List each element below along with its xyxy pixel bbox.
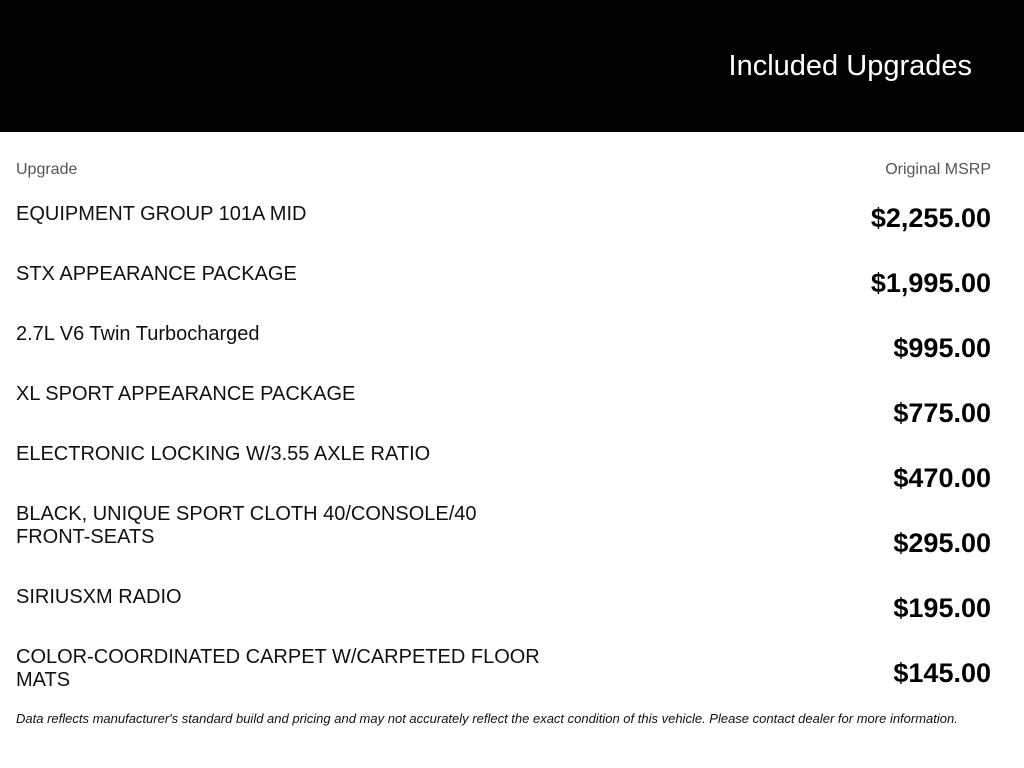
upgrade-price: $995.00: [893, 333, 991, 363]
upgrade-name: 2.7L V6 Twin Turbocharged: [16, 323, 260, 345]
upgrade-name: BLACK, UNIQUE SPORT CLOTH 40/CONSOLE/40 FRONT-SEATS: [16, 503, 477, 548]
upgrade-price: $470.00: [893, 463, 991, 493]
disclaimer-text: Data reflects manufacturer's standard build and pricing and may not accurately reflect the exact condition of this vehicle. Please contact dealer for more information.: [16, 711, 958, 726]
upgrade-price: $1,995.00: [870, 268, 991, 298]
page-title: Included Upgrades: [728, 50, 972, 82]
upgrade-name: COLOR-COORDINATED CARPET W/CARPETED FLOOR MATS: [16, 646, 540, 691]
upgrade-name: XL SPORT APPEARANCE PACKAGE: [16, 383, 356, 405]
upgrade-name: EQUIPMENT GROUP 101A MID: [16, 203, 307, 225]
header-banner: [0, 0, 1024, 132]
upgrade-name: STX APPEARANCE PACKAGE: [16, 263, 297, 285]
upgrade-name: ELECTRONIC LOCKING W/3.55 AXLE RATIO: [16, 443, 431, 465]
upgrade-name: SIRIUSXM RADIO: [16, 586, 182, 608]
column-header-msrp: Original MSRP: [885, 161, 991, 178]
upgrade-price: $145.00: [893, 658, 991, 688]
column-header-upgrade: Upgrade: [16, 161, 78, 178]
upgrade-price: $295.00: [893, 528, 991, 558]
upgrade-price: $2,255.00: [870, 203, 991, 233]
upgrade-price: $195.00: [893, 593, 991, 623]
upgrade-price: $775.00: [893, 398, 991, 428]
